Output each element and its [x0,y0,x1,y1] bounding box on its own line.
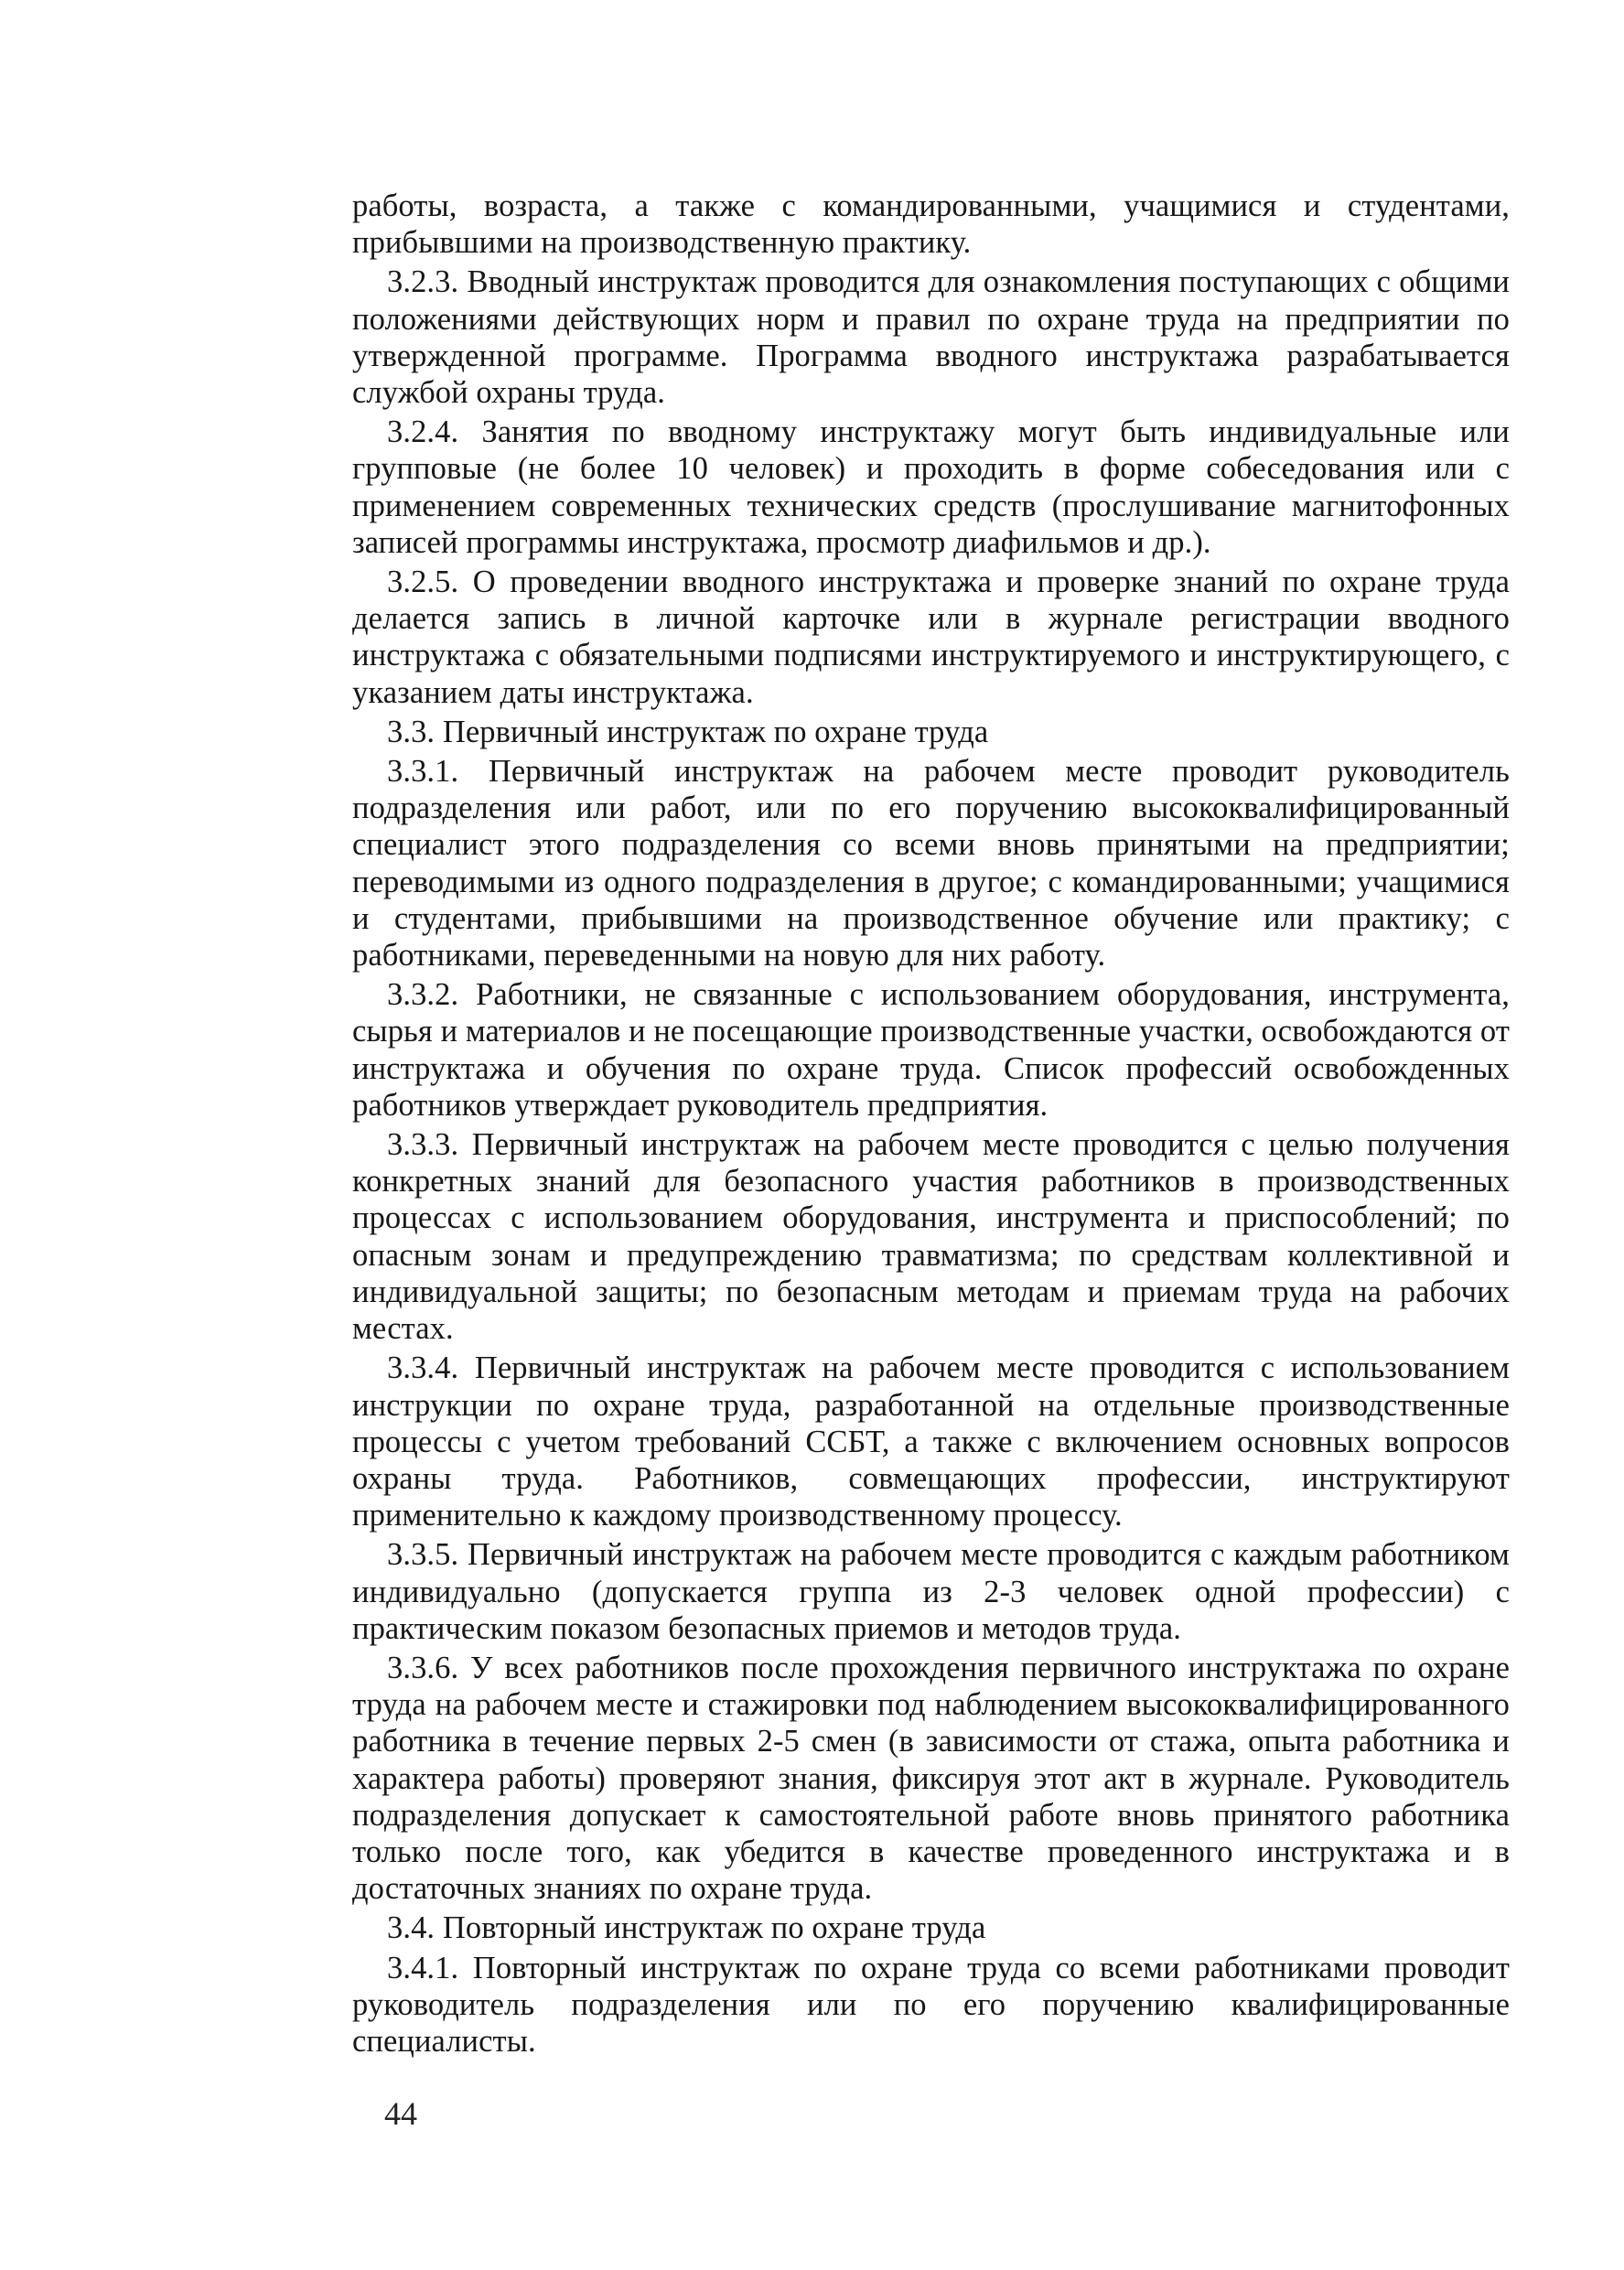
paragraph-3-3-2: 3.3.2. Работники, не связанные с использованием оборудования, инструмента, сырья и материалов и не посещающие производственные участки, освобождаются от инструктажа и обучения по охране труда. Список профессий освобожденных работников утверждает руководитель предприятия. [352,977,1510,1123]
paragraph-3-3-3: 3.3.3. Первичный инструктаж на рабочем месте проводится с целью получения конкретных знаний для безопасного участия работников в производственных процессах с использованием оборудования, инструмента и приспособлений; по опасным зонам и предупреждению травматизма; по средствам коллективной и индивидуальной защиты; по безопасным методам и приемам труда на рабочих местах. [352,1127,1510,1347]
paragraph-3-2-4: 3.2.4. Занятия по вводному инструктажу могут быть индивидуальные или групповые (не более 10 человек) и проходить в форме собеседования или с применением современных технических средств (прослушивание магнитофонных записей программы инструктажа, просмотр диафильмов и др.). [352,414,1510,560]
section-heading-3-4: 3.4. Повторный инструктаж по охране труда [387,1910,986,1946]
paragraph-continuation: работы, возраста, а также с командированными, учащимися и студентами, прибывшими на производственную практику. [352,188,1510,261]
document-page [352,188,1510,2060]
section-heading-3-3: 3.3. Первичный инструктаж по охране труда [387,714,989,749]
page-number: 44 [384,2095,417,2132]
paragraph-3-3-4: 3.3.4. Первичный инструктаж на рабочем месте проводится с использованием инструкции по охране труда, разработанной на отдельные производственные процессы с учетом требований ССБТ, а также с включением основных вопросов охраны труда. Работников, совмещающих профессии, инструктируют применительно к каждому производственному процессу. [352,1350,1510,1533]
paragraph-3-2-3: 3.2.3. Вводный инструктаж проводится для ознакомления поступающих с общими положениями действующих норм и правил по охране труда на предприятии по утвержденной программе. Программа вводного инструктажа разрабатывается службой охраны труда. [352,264,1510,411]
paragraph-3-3-1: 3.3.1. Первичный инструктаж на рабочем месте проводит руководитель подразделения или работ, или по его поручению высококвалифицированный специалист этого подразделения со всеми вновь принятыми на предприятии; переводимыми из одного подразделения в другое; с командированными; учащимися и студентами, прибывшими на производственное обучение или практику; с работниками, переведенными на новую для них работу. [352,754,1510,974]
paragraph-3-2-5: 3.2.5. О проведении вводного инструктажа и проверке знаний по охране труда делается запись в личной карточке или в журнале регистрации вводного инструктажа с обязательными подписями инструктируемого и инструктирующего, с указанием даты инструктажа. [352,565,1510,710]
paragraph-3-3-6: 3.3.6. У всех работников после прохождения первичного инструктажа по охране труда на рабочем месте и стажировки под наблюдением высококвалифицированного работника в течение первых 2-5 смен (в зависимости от стажа, опыта работника и характера работы) проверяют знания, фиксируя этот акт в журнале. Руководитель подразделения допускает к самостоятельной работе вновь принятого работника только после того, как убедится в качестве проведенного инструктажа и в достаточных знаниях по охране труда. [352,1650,1510,1907]
paragraph-3-3-5: 3.3.5. Первичный инструктаж на рабочем месте проводится с каждым работником индивидуально (допускается группа из 2-3 человек одной профессии) с практическим показом безопасных приемов и методов труда. [352,1537,1510,1646]
paragraph-3-4-1: 3.4.1. Повторный инструктаж по охране труда со всеми работниками проводит руководитель подразделения или по его поручению квалифицированные специалисты. [352,1950,1510,2059]
